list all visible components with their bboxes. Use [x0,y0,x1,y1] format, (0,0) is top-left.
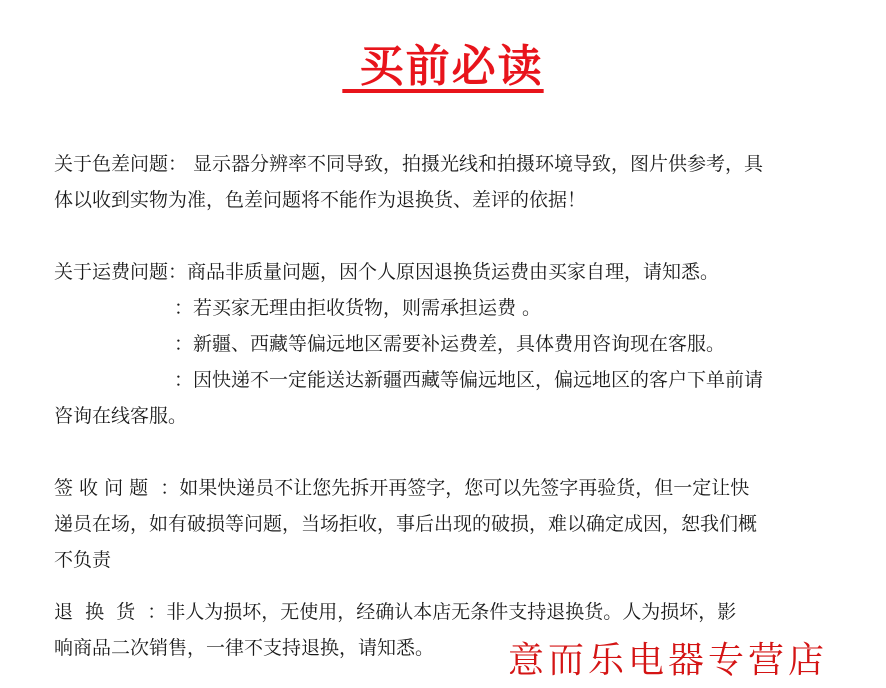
receipt-issue-line-1: 签 收 问 题 ：如果快递员不让您先拆开再签字，您可以先签字再验货，但一定让快 [54,477,750,499]
receipt-issue-line-3: 不负责 [54,549,112,571]
shipping-issue-line-2: ：若买家无理由拒收货物，则需承担运费 。 [174,297,542,319]
store-name: 意而乐电器专营店 [508,640,829,681]
page-title: 买前必读 [342,41,544,92]
color-issue-line-1: 关于色差问题： 显示器分辨率不同导致，拍摄光线和拍摄环境导致，图片供参考，具 [54,153,764,175]
shipping-issue-line-4: ：因快递不一定能送达新疆西藏等偏远地区，偏远地区的客户下单前请 [174,369,764,391]
color-issue-line-2: 体以收到实物为准，色差问题将不能作为退换货、差评的依据！ [54,189,587,211]
returns-issue-line-1: 退 换 货 ：非人为损坏，无使用，经确认本店无条件支持退换货。人为损坏，影 [54,601,737,623]
receipt-issue-line-2: 递员在场，如有破损等问题，当场拒收，事后出现的破损，难以确定成因，恕我们概 [54,513,758,535]
shipping-issue-line-1: 关于运费问题：商品非质量问题，因个人原因退换货运费由买家自理，请知悉。 [54,261,720,283]
shipping-issue-line-3: ：新疆、西藏等偏远地区需要补运费差，具体费用咨询现在客服。 [174,333,726,355]
returns-issue-line-2: 响商品二次销售，一律不支持退换，请知悉。 [54,637,435,659]
shipping-issue-line-5: 咨询在线客服。 [54,405,188,427]
